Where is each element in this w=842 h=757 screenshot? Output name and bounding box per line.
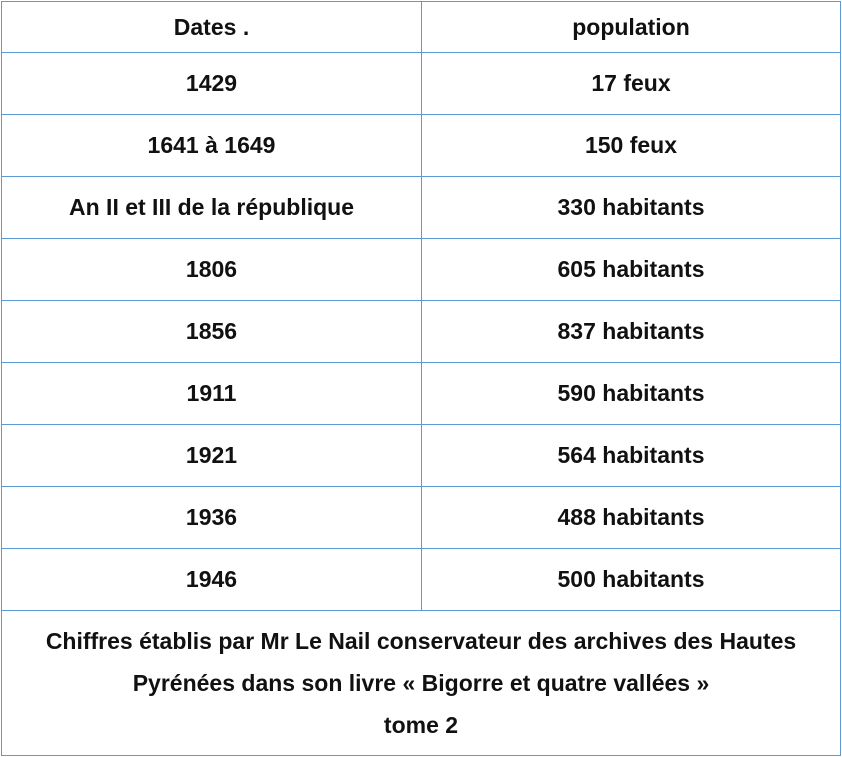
date-cell: 1911 [2,363,422,425]
date-cell: 1946 [2,549,422,611]
date-cell: 1641 à 1649 [2,115,422,177]
date-cell: 1429 [2,53,422,115]
population-cell: 17 feux [422,53,841,115]
date-cell: 1806 [2,239,422,301]
table-row [2,53,841,115]
table-row [2,239,841,301]
date-cell: 1856 [2,301,422,363]
table-row [2,177,841,239]
population-cell: 500 habitants [422,549,841,611]
source-note [2,611,841,756]
population-cell: 330 habitants [422,177,841,239]
population-cell: 605 habitants [422,239,841,301]
table-row [2,363,841,425]
population-cell: 488 habitants [422,487,841,549]
date-cell: 1921 [2,425,422,487]
population-cell: 564 habitants [422,425,841,487]
table-row [2,301,841,363]
table-row [2,487,841,549]
population-cell: 590 habitants [422,363,841,425]
header-population: population [422,2,841,53]
source-note-line-2: Pyrénées dans son livre « Bigorre et quatre vallées » [132,670,710,696]
source-note-line-3: tome 2 [383,712,459,738]
table-row [2,425,841,487]
table-footer-row [2,611,841,756]
header-dates: Dates . [2,2,422,53]
population-cell: 837 habitants [422,301,841,363]
population-table [1,1,841,756]
date-cell: 1936 [2,487,422,549]
table-header-row [2,2,841,53]
table-row [2,549,841,611]
population-cell: 150 feux [422,115,841,177]
source-note-line-1: Chiffres établis par Mr Le Nail conservateur des archives des Hautes [45,628,797,654]
date-cell: An II et III de la république [2,177,422,239]
table-row [2,115,841,177]
